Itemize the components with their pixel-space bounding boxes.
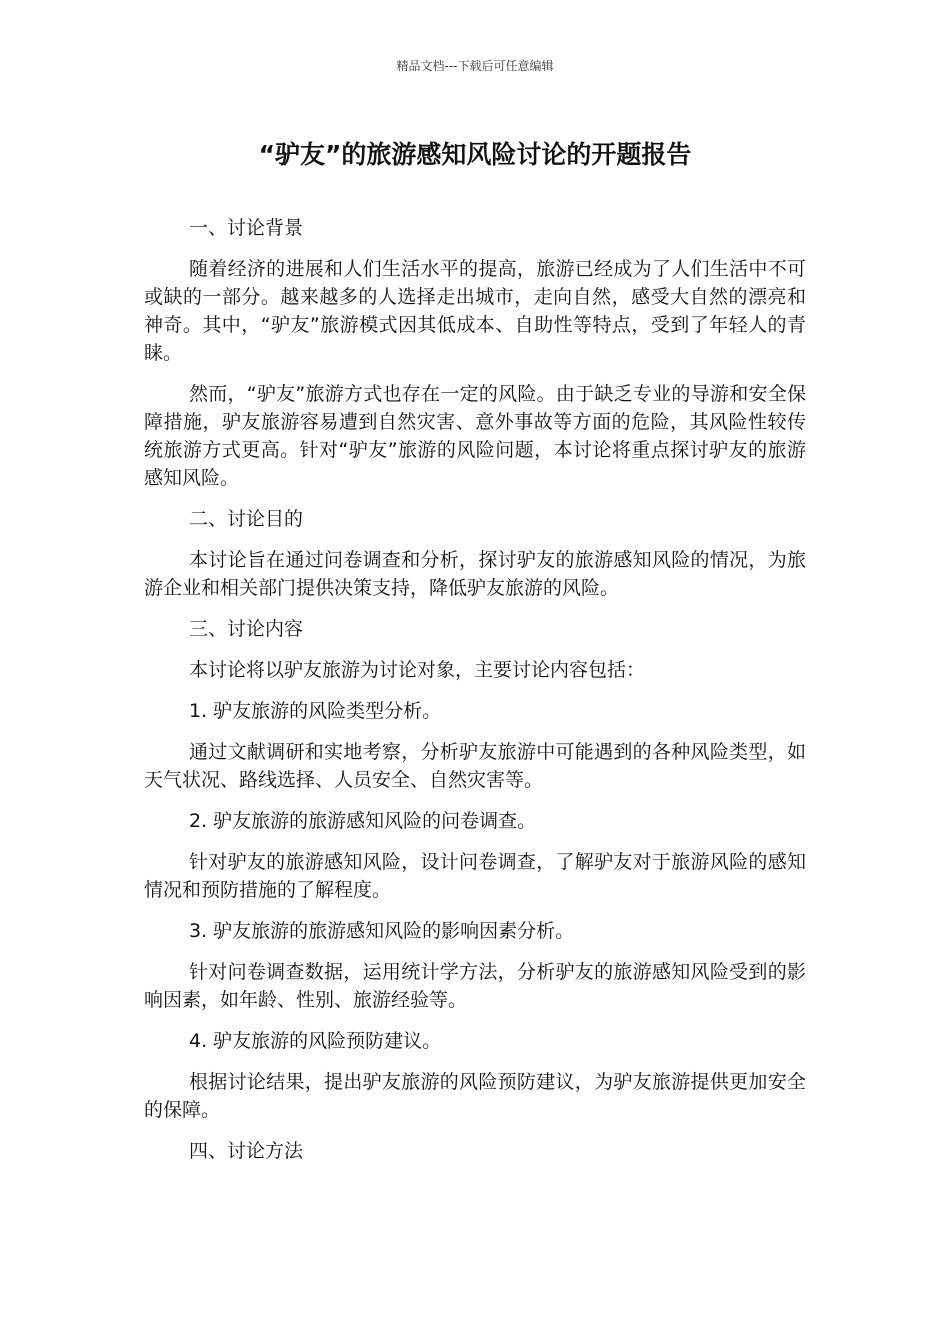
list-item-heading: 3. 驴友旅游的旅游感知风险的影响因素分析。 <box>189 920 575 942</box>
list-item-heading: 1. 驴友旅游的风险类型分析。 <box>189 700 442 722</box>
body-paragraph: 然而，“驴友”旅游方式也存在一定的风险。由于缺乏专业的导游和安全保障措施，驴友旅游容易遭到自然灾害、意外事故等方面的危险，其风险性较传统旅游方式更高。针对“驴友”旅游的风险问题，本讨论将重点探讨驴友的旅游感知风险。 <box>144 383 806 489</box>
body-paragraph: 随着经济的进展和人们生活水平的提高，旅游已经成为了人们生活中不可或缺的一部分。越来越多的人选择走出城市，走向自然，感受大自然的漂亮和神奇。其中，“驴友”旅游模式因其低成本、自助性等特点，受到了年轻人的青睐。 <box>144 258 806 364</box>
document-body <box>144 214 806 1178</box>
body-paragraph: 针对问卷调查数据，运用统计学方法，分析驴友的旅游感知风险受到的影响因素，如年龄、性别、旅游经验等。 <box>144 961 806 1011</box>
list-item-heading: 2. 驴友旅游的旅游感知风险的问卷调查。 <box>189 810 537 832</box>
section-heading-background: 一、讨论背景 <box>189 217 304 239</box>
body-paragraph: 针对驴友的旅游感知风险，设计问卷调查，了解驴友对于旅游风险的感知情况和预防措施的了解程度。 <box>144 851 806 901</box>
body-paragraph: 本讨论将以驴友旅游为讨论对象，主要讨论内容包括： <box>189 659 646 681</box>
body-paragraph: 本讨论旨在通过问卷调查和分析，探讨驴友的旅游感知风险的情况，为旅游企业和相关部门提供决策支持，降低驴友旅游的风险。 <box>144 549 806 599</box>
section-heading-content: 三、讨论内容 <box>189 618 304 640</box>
section-heading-purpose: 二、讨论目的 <box>189 508 304 530</box>
header-note: 精品文档---下载后可任意编辑 <box>396 59 554 73</box>
section-heading-method: 四、讨论方法 <box>189 1140 304 1162</box>
body-paragraph: 通过文献调研和实地考察，分析驴友旅游中可能遇到的各种风险类型，如天气状况、路线选择、人员安全、自然灾害等。 <box>144 741 806 791</box>
body-paragraph: 根据讨论结果，提出驴友旅游的风险预防建议，为驴友旅游提供更加安全的保障。 <box>144 1071 806 1121</box>
document-title: “驴友”的旅游感知风险讨论的开题报告 <box>258 140 692 169</box>
list-item-heading: 4. 驴友旅游的风险预防建议。 <box>189 1030 442 1052</box>
